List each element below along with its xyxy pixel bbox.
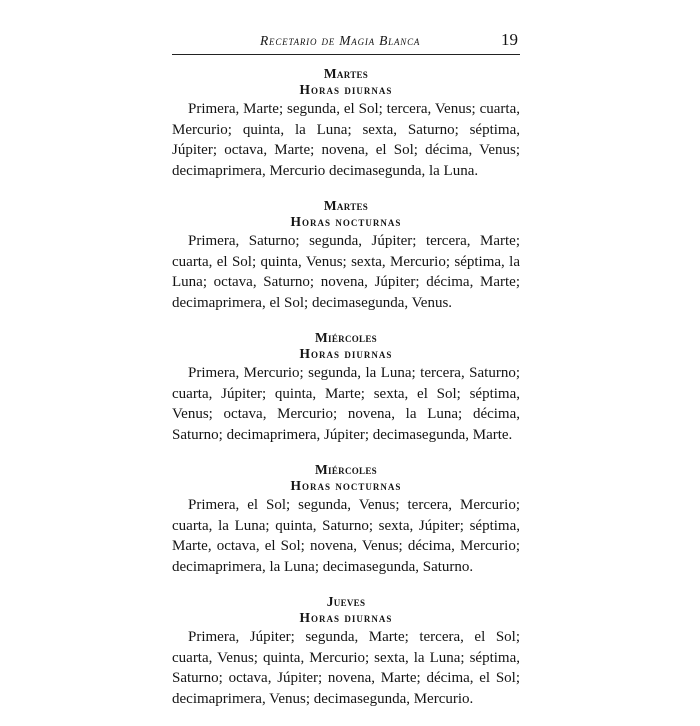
day-title: Martes	[323, 198, 369, 213]
hours-title: Horas diurnas	[299, 346, 393, 361]
day-title: Miércoles	[315, 330, 377, 345]
section-text: Primera, Júpiter; segunda, Marte; tercera, el Sol; cuarta, Venus; quinta, Mercurio; sexta, la Luna; séptima, Saturno; octava, Júpiter; novena, Marte; décima, el Sol; decimaprimera, Venus; decimasegunda, Mercurio.	[172, 629, 520, 707]
hours-title: Horas diurnas	[299, 82, 393, 97]
running-title: Recetario de Magia Blanca	[260, 33, 421, 48]
section-text: Primera, el Sol; segunda, Venus; tercera, Mercurio; cuarta, la Luna; quinta, Saturno; sexta, Júpiter; séptima, Marte, octava, el Sol; novena, Venus; décima, Mercurio; decimaprimera, la Luna; decimasegunda, Saturno.	[172, 497, 520, 575]
day-title: Martes	[323, 66, 369, 81]
section-martes-nocturnas	[172, 198, 520, 313]
day-title: Miércoles	[315, 462, 377, 477]
section-text: Primera, Saturno; segunda, Júpiter; tercera, Marte; cuarta, el Sol; quinta, Venus; sexta, Mercurio; séptima, la Luna; octava, Saturno; novena, Júpiter; décima, Marte; decimaprimera, el Sol; decimasegunda, Venus.	[172, 233, 520, 311]
day-title: Jueves	[326, 594, 366, 609]
hours-title: Horas nocturnas	[290, 214, 402, 229]
hours-title: Horas diurnas	[299, 610, 393, 625]
section-text: Primera, Mercurio; segunda, la Luna; tercera, Saturno; cuarta, Júpiter; quinta, Marte; sexta, el Sol; séptima, Venus; octava, Mercurio; novena, la Luna; décima, Saturno; decimaprimera, Júpiter; decimasegunda, Marte.	[172, 365, 520, 443]
section-miercoles-nocturnas	[172, 462, 520, 577]
section-miercoles-diurnas	[172, 330, 520, 445]
section-text: Primera, Marte; segunda, el Sol; tercera, Venus; cuarta, Mercurio; quinta, la Luna; sexta, Saturno; séptima, Júpiter; octava, Marte; novena, el Sol; décima, Venus; decimaprimera, Mercurio decimasegunda, la Luna.	[172, 101, 520, 179]
page-header	[172, 30, 520, 58]
page-number: 19	[501, 30, 518, 49]
section-jueves-diurnas	[172, 594, 520, 709]
section-martes-diurnas	[172, 66, 520, 181]
header-rule	[172, 54, 520, 55]
page-body	[172, 66, 520, 726]
hours-title: Horas nocturnas	[290, 478, 402, 493]
